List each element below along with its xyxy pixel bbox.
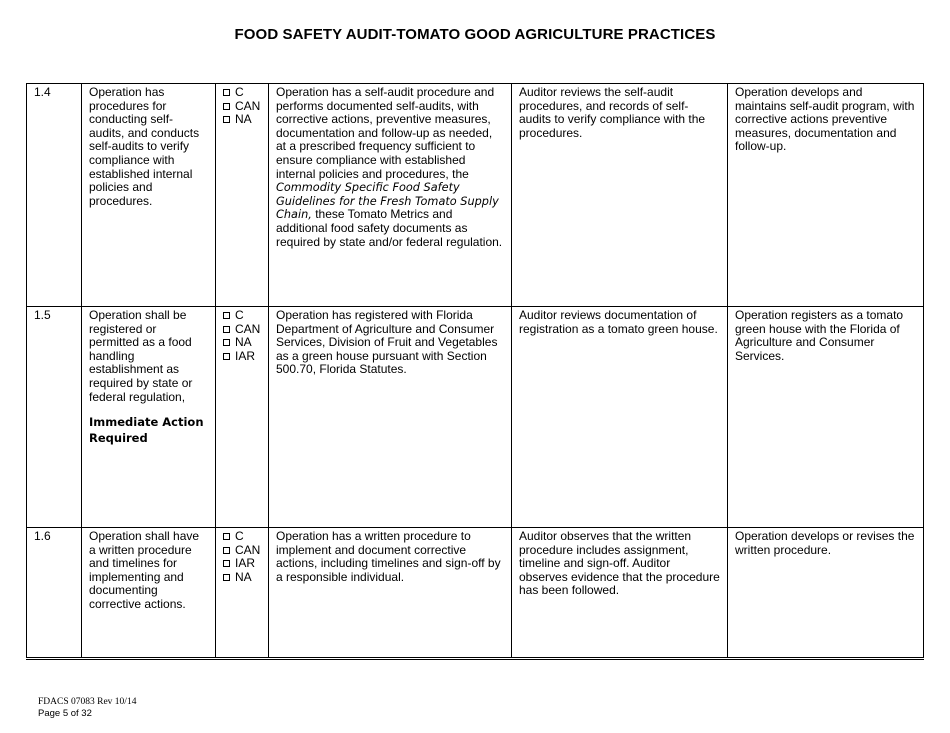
corrective-action-text: Operation registers as a tomato green house with the Florida of Agriculture and Consumer Services. [728, 307, 924, 528]
checkbox-icon [223, 103, 230, 110]
guidelines-title: Commodity Specific Food Safety Guidelines for the Fresh Tomato Supply Chain, [276, 181, 499, 222]
auditor-text: Auditor reviews the self-audit procedures, and records of self-audits to verify compliance with the procedures. [512, 84, 728, 307]
checkbox-icon [223, 353, 230, 360]
table-row [27, 528, 924, 659]
requirement-text: Operation shall have a written procedure and timelines for implementing and documenting corrective actions. [82, 528, 216, 659]
form-number: FDACS 07083 Rev 10/14 [38, 697, 137, 707]
option-checkbox[interactable]: NA [223, 336, 261, 350]
checkbox-icon [223, 560, 230, 567]
audit-table [26, 83, 924, 660]
option-checkbox[interactable]: IAR [223, 557, 261, 571]
table-row [27, 84, 924, 307]
item-number: 1.6 [27, 528, 82, 659]
immediate-action-label: Immediate Action Required [89, 415, 204, 446]
requirement-text: Operation shall be registered or permitted as a food handling establishment as required by state or federal regulation, [89, 308, 193, 404]
item-number: 1.4 [27, 84, 82, 307]
page-title: FOOD SAFETY AUDIT-TOMATO GOOD AGRICULTURE PRACTICES [234, 26, 716, 43]
auditor-text: Auditor observes that the written procedure includes assignment, timeline and sign-off. Auditor observes evidence that the procedure has been followed. [512, 528, 728, 659]
corrective-action-text: Operation develops and maintains self-audit program, with corrective actions preventive measures, documentation and follow-up. [728, 84, 924, 307]
checkbox-icon [223, 312, 230, 319]
option-checkbox[interactable]: C [223, 309, 261, 323]
table-row [27, 307, 924, 528]
checkbox-icon [223, 89, 230, 96]
compliance-options [216, 307, 269, 528]
criteria-text: Operation has a self-audit procedure and performs documented self-audits, with corrective actions, preventive measures, documentation and follow-up as needed, at a prescribed frequency sufficient to ensure compliance with established internal policies and procedures, the Commodity Specific Food Safety Guidelines for the Fresh Tomato Supply Chain, these Tomato Metrics and additional food safety documents as required by state and/or federal regulation. [269, 84, 512, 307]
option-checkbox[interactable]: C [223, 530, 261, 544]
criteria-text: Operation has registered with Florida Department of Agriculture and Consumer Services, Division of Fruit and Vegetables as a green house pursuant with Section 500.70, Florida Statutes. [269, 307, 512, 528]
option-checkbox[interactable]: CAN [223, 323, 261, 337]
criteria-text: Operation has a written procedure to implement and document corrective actions, including timelines and sign-off by a responsible individual. [269, 528, 512, 659]
corrective-action-text: Operation develops or revises the written procedure. [728, 528, 924, 659]
checkbox-icon [223, 533, 230, 540]
option-checkbox[interactable]: NA [223, 571, 261, 585]
checkbox-icon [223, 116, 230, 123]
checkbox-icon [223, 326, 230, 333]
compliance-options [216, 84, 269, 307]
checkbox-icon [223, 339, 230, 346]
option-checkbox[interactable]: IAR [223, 350, 261, 364]
page-number: Page 5 of 32 [38, 708, 92, 719]
auditor-text: Auditor reviews documentation of registration as a tomato green house. [512, 307, 728, 528]
item-number: 1.5 [27, 307, 82, 528]
compliance-options [216, 528, 269, 659]
option-checkbox[interactable]: NA [223, 113, 261, 127]
requirement-text: Operation has procedures for conducting self-audits, and conducts self-audits to verify compliance with established internal policies and procedures. [82, 84, 216, 307]
option-checkbox[interactable]: C [223, 86, 261, 100]
page-footer [38, 696, 136, 720]
checkbox-icon [223, 574, 230, 581]
option-checkbox[interactable]: CAN [223, 100, 261, 114]
option-checkbox[interactable]: CAN [223, 544, 261, 558]
requirement-cell [82, 307, 216, 528]
checkbox-icon [223, 547, 230, 554]
